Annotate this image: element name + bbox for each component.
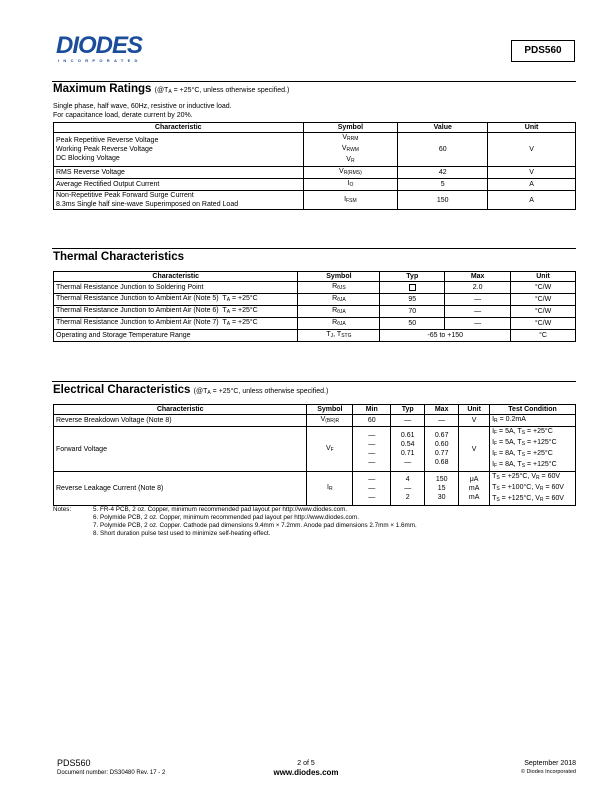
- footer-part-number: PDS560: [57, 758, 91, 768]
- logo-wordmark: DIODES: [56, 32, 143, 59]
- col-symbol: Symbol: [307, 405, 353, 415]
- table-row: Thermal Resistance Junction to Soldering Point $R_{\theta JS}$ 2.0 °C/W: [54, 282, 576, 294]
- max-ratings-note-1: Single phase, half wave, 60Hz, resistive or inductive load.: [53, 103, 232, 110]
- col-characteristic: Characteristic: [54, 123, 304, 133]
- max-ratings-divider: [52, 81, 576, 82]
- electrical-title: Electrical Characteristics ($@T_A = +25^\circ C$, unless otherwise specified.): [53, 384, 329, 396]
- table-row: Thermal Resistance Junction to Ambient Air (Note 7) $T_A = +25^\circ C$ $R_{\theta JA}$ 50 — °C/W: [54, 318, 576, 330]
- col-unit: Unit: [459, 405, 490, 415]
- max-ratings-note-2: For capacitance load, derate current by 20%.: [53, 112, 193, 119]
- table-row: Non-Repetitive Peak Forward Surge Current 8.3ms Single half sine-wave Superimposed on Rated Load $I_{FSM}$ 150 A: [54, 191, 576, 210]
- thermal-table: [53, 271, 576, 342]
- table-row: Thermal Resistance Junction to Ambient Air (Note 5) $T_A = +25^\circ C$ $R_{\theta JA}$ 95 — °C/W: [54, 294, 576, 306]
- footer-date: September 2018: [524, 760, 576, 767]
- table-row: Reverse Leakage Current (Note 8) $I_R$ — — — 4 — 2 150 15 30 μA mA mA $T_S = +25^\circ C$, $V_R = 60V$ $T_S = +100^\circ C$, $V_R = 60V$ $T_S = +125^\circ C$, $V_R = 60V$: [54, 472, 576, 506]
- electrical-condition: ($@T_A = +25^\circ C$, unless otherwise specified.): [193, 388, 329, 396]
- note-item: 6. Polymide PCB, 2 oz. Copper, minimum recommended pad layout per http://www.diodes.com.: [93, 514, 359, 521]
- part-number-box: PDS560: [511, 40, 575, 62]
- table-row: Average Rectified Output Current $I_O$ 5 A: [54, 179, 576, 191]
- col-characteristic: Characteristic: [54, 272, 298, 282]
- electrical-table: [53, 404, 576, 506]
- col-min: Min: [353, 405, 391, 415]
- note-item: 8. Short duration pulse test used to minimize self-heating effect.: [93, 530, 271, 537]
- note-item: 7. Polymide PCB, 2 oz. Copper. Cathode pad dimensions 9.4mm × 7.2mm. Anode pad dimensions 2.7mm × 1.6mm.: [93, 522, 417, 529]
- table-row: Forward Voltage $V_F$ — — — — 0.61 0.54 0.71 — 0.67 0.60 0.77 0.68 V $I_F = 5A$, $T_S = +25^\circ C$ $I_F = 5A$, $T_S = +125^\circ C$ $I_F = 8A$, $T_S = +25^\circ C$ $I_F = 8A$, $T_S = +125^\circ C$: [54, 427, 576, 472]
- note-item: 5. FR-4 PCB, 2 oz. Copper, minimum recommended pad layout per http://www.diodes.com.: [93, 506, 348, 513]
- max-ratings-title: Maximum Ratings ($@T_A = +25^\circ C$, unless otherwise specified.): [53, 83, 290, 95]
- col-test-condition: Test Condition: [490, 405, 576, 415]
- col-unit: Unit: [488, 123, 576, 133]
- footer-page-number: 2 of 5: [297, 760, 315, 767]
- thermal-divider: [52, 248, 576, 249]
- footer-copyright: © Diodes Incorporated: [520, 769, 576, 775]
- table-row: RMS Reverse Voltage $V_{R(RMS)}$ 42 V: [54, 167, 576, 179]
- col-typ: Typ: [391, 405, 425, 415]
- col-symbol: Symbol: [303, 123, 398, 133]
- col-unit: Unit: [511, 272, 576, 282]
- table-row: Reverse Breakdown Voltage (Note 8) $V_{(BR)R}$ 60 — — V $I_R = 0.2mA$: [54, 415, 576, 427]
- table-row: Peak Repetitive Reverse Voltage Working Peak Reverse Voltage DC Blocking Voltage $V_{RRM}$ $V_{RWM}$ $V_R$ 60 V: [54, 133, 576, 167]
- footer-document-number: Document number: DS30480 Rev. 17 - 2: [57, 770, 166, 776]
- table-row: Thermal Resistance Junction to Ambient Air (Note 6) $T_A = +25^\circ C$ $R_{\theta JA}$ 70 — °C/W: [54, 306, 576, 318]
- notes-label: Notes:: [53, 506, 72, 513]
- checkbox-square-icon: [409, 284, 416, 291]
- table-row: Operating and Storage Temperature Range $T_J$, $T_{STG}$ -65 to +150 °C: [54, 330, 576, 342]
- max-ratings-condition: ($@T_A = +25^\circ C$, unless otherwise specified.): [154, 87, 290, 95]
- electrical-divider: [52, 381, 576, 382]
- logo-subtitle: INCORPORATED: [58, 58, 142, 63]
- footer-website-link[interactable]: www.diodes.com: [273, 768, 339, 777]
- diodes-logo: [56, 33, 166, 65]
- col-symbol: Symbol: [298, 272, 380, 282]
- thermal-title: Thermal Characteristics: [53, 251, 185, 263]
- col-max: Max: [445, 272, 511, 282]
- max-ratings-table: [53, 122, 576, 210]
- col-typ: Typ: [380, 272, 445, 282]
- col-max: Max: [425, 405, 459, 415]
- col-characteristic: Characteristic: [54, 405, 307, 415]
- col-value: Value: [398, 123, 488, 133]
